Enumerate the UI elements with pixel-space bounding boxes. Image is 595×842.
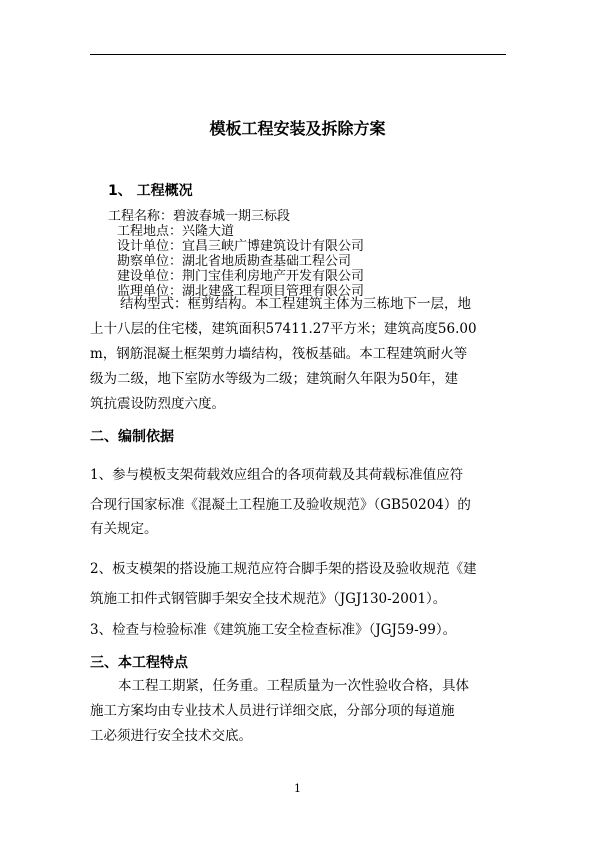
features-paragraph: [90, 674, 508, 749]
features-line: 施工方案均由专业技术人员进行详细交底，分部分项的每道施: [90, 703, 455, 719]
basis-item-2-line: 筑施工扣件式钢管脚手架安全技术规范》（JGJ130-2001）。: [90, 591, 447, 607]
structure-paragraph: [90, 292, 508, 417]
structure-line: 筑抗震设防烈度六度。: [90, 396, 225, 412]
section2-heading: 二、编制依据: [90, 429, 174, 445]
features-line: 本工程工期紧，任务重。工程质量为一次性验收合格，具体: [118, 678, 469, 694]
structure-line: m，钢筋混凝土框架剪力墙结构，筏板基础。本工程建筑耐火等: [90, 346, 468, 362]
design-unit-line: 设计单位：宜昌三峡广博建筑设计有限公司: [117, 239, 365, 254]
construction-unit-line: 建设单位：荆门宝佳利房地产开发有限公司: [117, 269, 365, 284]
features-line: 工必须进行安全技术交底。: [90, 728, 252, 744]
structure-line: 结构型式：框剪结构。本工程建筑主体为三栋地下一层，地: [120, 296, 471, 312]
structure-line: 级为二级，地下室防水等级为二级；建筑耐久年限为50年，建: [90, 371, 459, 387]
basis-item-3: [90, 618, 508, 643]
supervision-unit-line: 监理单位：湖北建盛工程项目管理有限公司: [117, 284, 365, 299]
basis-item-1-line: 合现行国家标准《混凝土工程施工及验收规范》（GB50204）的: [90, 497, 471, 513]
basis-item-1-line: 有关规定。: [90, 521, 158, 537]
basis-item-2-line: 2、板支模架的搭设施工规范应符合脚手架的搭设及验收规范《建: [90, 561, 477, 577]
page-number: 1: [294, 782, 301, 795]
structure-line: 上十八层的住宅楼，建筑面积57411.27平方米；建筑高度56.00: [90, 321, 477, 337]
basis-item-1-line: 1、参与模板支架荷载效应组合的各项荷载及其荷载标准值应符: [90, 467, 464, 483]
section1-heading: 1、 工程概况: [108, 183, 193, 199]
project-location-line: 工程地点：兴隆大道: [117, 224, 235, 239]
survey-unit-line: 勘察单位：湖北省地质勘查基础工程公司: [117, 254, 352, 269]
header-rule: [90, 54, 506, 55]
project-name-line: 工程名称：碧波春城一期三标段: [108, 209, 291, 224]
section3-heading: 三、本工程特点: [90, 655, 188, 671]
basis-item-2: [90, 554, 508, 614]
basis-item-1: [90, 460, 508, 544]
document-title: 模板工程安装及拆除方案: [209, 119, 386, 138]
basis-item-3-line: 3、检查与检验标准《建筑施工安全检查标准》（JGJ59-99）。: [90, 622, 457, 638]
